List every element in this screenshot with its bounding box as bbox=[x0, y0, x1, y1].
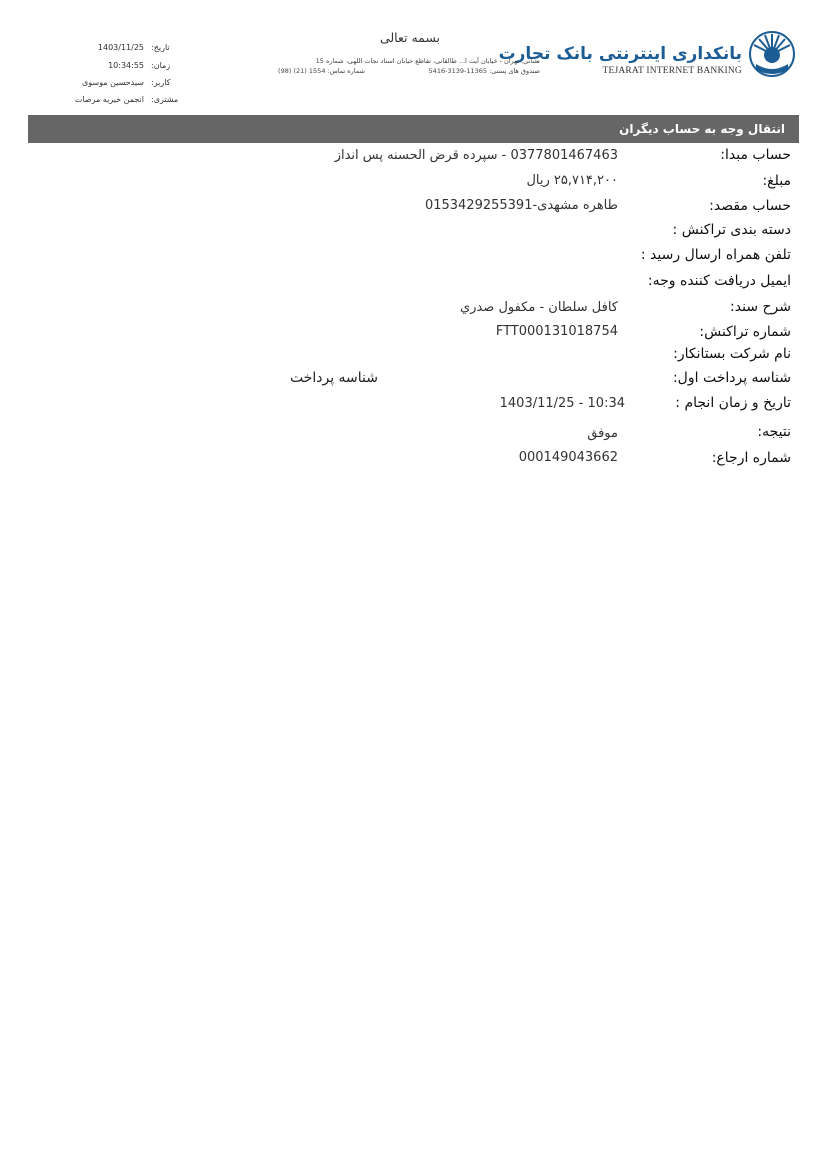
amount-value: ۲۵,۷۱۴,۲۰۰ ریال bbox=[526, 173, 618, 188]
datetime-value: 1403/11/25 - 10:34 bbox=[499, 396, 625, 411]
user-label: کاربر: bbox=[151, 78, 171, 87]
user-value: سیدحسین موسوی bbox=[82, 78, 144, 87]
email-label: ایمیل دریافت کننده وجه: bbox=[647, 273, 791, 289]
customer-value: انجمن خیریه مرصات bbox=[74, 95, 144, 104]
reference-label: شماره ارجاع: bbox=[711, 450, 791, 466]
category-label: دسته بندی تراکنش : bbox=[672, 222, 791, 238]
receipt-header bbox=[0, 0, 826, 112]
tracking-label: شماره تراکنش: bbox=[699, 324, 791, 340]
date-label: تاریخ: bbox=[151, 43, 170, 52]
amount-label: مبلغ: bbox=[762, 173, 791, 189]
mobile-label: تلفن همراه ارسال رسید : bbox=[640, 247, 791, 263]
date-value: 1403/11/25 bbox=[97, 43, 144, 52]
bank-phone: شماره تماس: 1554 (21) (98) bbox=[278, 67, 365, 75]
bank-address: نشانی: تهران - خیابان آیت ا... طالقانی، تقاطع خیابان استاد نجات اللهی، شماره 15 bbox=[315, 57, 540, 65]
bank-name: بانکداری اینترنتی بانک تجارت bbox=[498, 44, 742, 64]
time-value: 10:34:55 bbox=[108, 61, 144, 70]
bank-po-box: صندوق های پستی: 11365-3139-5416 bbox=[428, 67, 540, 75]
payment-id-value: شناسه پرداخت bbox=[289, 370, 378, 386]
dest-account-label: حساب مقصد: bbox=[709, 198, 791, 214]
bank-emblem-icon bbox=[748, 30, 796, 78]
time-label: زمان: bbox=[151, 61, 171, 70]
description-value: کافل سلطان - مکفول صدري bbox=[460, 300, 618, 315]
datetime-label: تاریخ و زمان انجام : bbox=[675, 395, 791, 411]
creditor-label: نام شرکت بستانکار: bbox=[673, 346, 791, 362]
basmala: بسمه تعالی bbox=[379, 30, 441, 45]
source-account-value: 0377801467463 - سپرده قرض الحسنه پس انداز bbox=[334, 148, 618, 163]
source-account-label: حساب مبدا: bbox=[720, 147, 791, 163]
customer-label: مشتری: bbox=[151, 95, 179, 104]
result-value: موفق bbox=[587, 426, 618, 441]
page-title: انتقال وجه به حساب دیگران bbox=[619, 122, 785, 136]
title-bar bbox=[28, 115, 799, 143]
bank-name-english: TEJARAT INTERNET BANKING bbox=[602, 66, 742, 76]
description-label: شرح سند: bbox=[730, 299, 791, 315]
result-label: نتیجه: bbox=[757, 424, 791, 440]
dest-account-value: طاهره مشهدی-0153429255391 bbox=[424, 198, 618, 213]
reference-value: 000149043662 bbox=[518, 450, 618, 465]
tracking-value: FTT000131018754 bbox=[495, 324, 618, 339]
bank-logo bbox=[498, 30, 796, 80]
payment-id-label: شناسه پرداخت اول: bbox=[672, 370, 791, 386]
